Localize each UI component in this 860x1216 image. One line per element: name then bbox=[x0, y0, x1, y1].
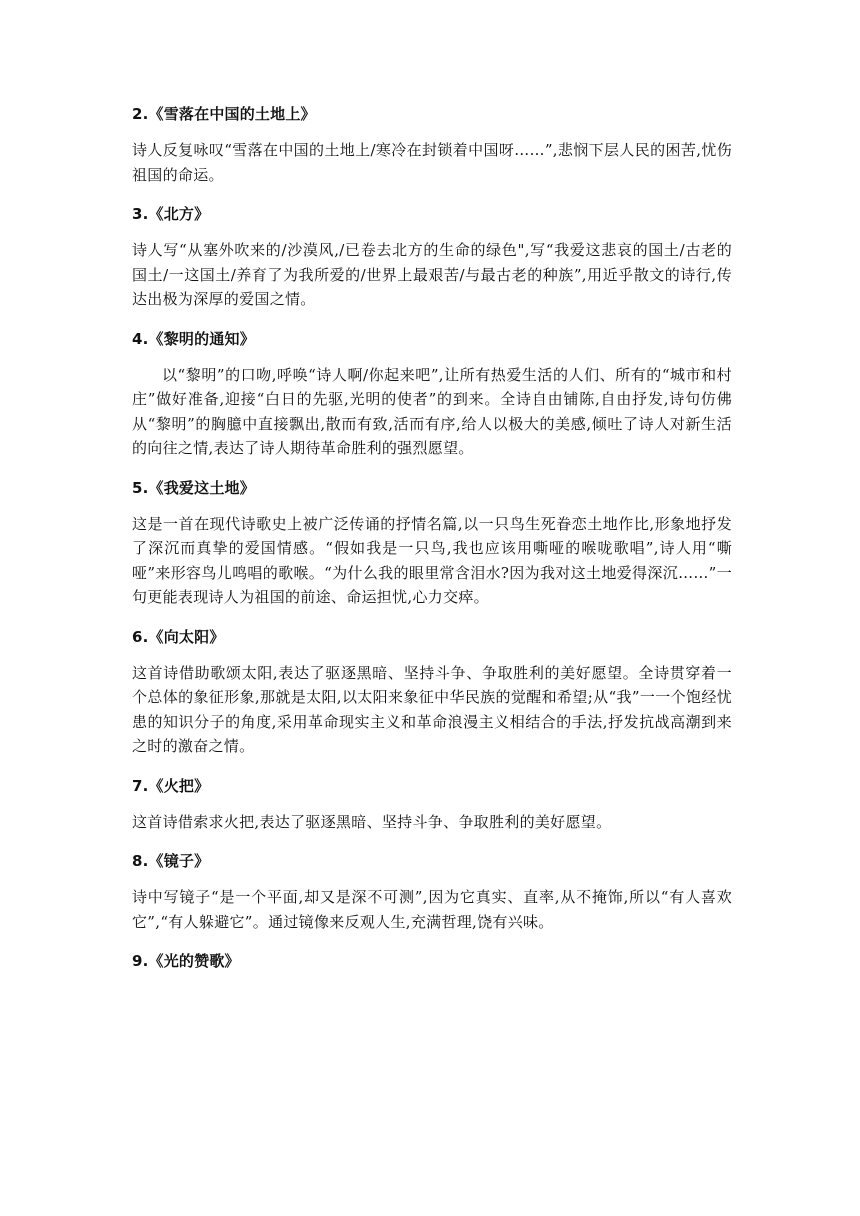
section-9 bbox=[132, 947, 732, 975]
section-heading: 2.《雪落在中国的土地上》 bbox=[132, 105, 316, 123]
section-4 bbox=[132, 325, 732, 461]
section-heading: 5.《我爱这土地》 bbox=[132, 478, 255, 497]
section-body: 这首诗借助歌颂太阳,表达了驱逐黑暗、坚持斗争、争取胜利的美好愿望。全诗贯穿着一个总体的象征形象,那就是太阳,以太阳来象征中华民族的觉醒和希望;从“我”一一个饱经忧患的知识分子的角度,采用革命现实主义和革命浪漫主义相结合的手法,抒发抗战高潮到来之时的激奋之情。 bbox=[132, 663, 732, 755]
section-body: 诗人写“从塞外吹来的/沙漠风,/已卷去北方的生命的绿色",写“我爱这悲哀的国土/古老的国土/一这国土/养育了为我所爱的/世界上最艰苦/与最古老的种族”,用近乎散文的诗行,传达出极为深厚的爱国之情。 bbox=[132, 241, 732, 308]
section-heading: 7.《火把》 bbox=[132, 776, 210, 795]
section-body: 诗人反复咏叹“雪落在中国的土地上/寒冷在封锁着中国呀……”,悲悯下层人民的困苦,忧伤祖国的命运。 bbox=[132, 141, 732, 184]
section-body: 以“黎明”的口吻,呼唤“诗人啊/你起来吧”,让所有热爱生活的人们、所有的“城市和村庄”做好准备,迎接“白日的先驱,光明的使者”的到来。全诗自由铺陈,自由抒发,诗句仿佛从“黎明”的胸臆中直接飘出,散而有致,活而有序,给人以极大的美感,倾吐了诗人对新生活的向往之情,表达了诗人期待革命胜利的强烈愿望。 bbox=[132, 365, 732, 457]
section-heading: 3.《北方》 bbox=[132, 205, 210, 223]
section-2 bbox=[132, 100, 732, 187]
section-heading: 8.《镜子》 bbox=[132, 852, 210, 870]
section-heading: 4.《黎明的通知》 bbox=[132, 329, 255, 348]
section-body: 这首诗借索求火把,表达了驱逐黑暗、坚持斗争、争取胜利的美好愿望。 bbox=[132, 812, 612, 831]
section-7 bbox=[132, 772, 732, 835]
section-5 bbox=[132, 474, 732, 610]
section-8 bbox=[132, 847, 732, 934]
section-heading: 9.《光的赞歌》 bbox=[132, 952, 240, 970]
section-6 bbox=[132, 623, 732, 759]
section-body: 诗中写镜子“是一个平面,却又是深不可测”,因为它真实、直率,从不掩饰,所以“有人喜欢它”,“有人躲避它”。通过镜像来反观人生,充满哲理,饶有兴味。 bbox=[132, 888, 732, 931]
section-body: 这是一首在现代诗歌史上被广泛传诵的抒情名篇,以一只鸟生死眷恋土地作比,形象地抒发了深沉而真挚的爱国情感。“假如我是一只鸟,我也应该用嘶哑的喉咙歌唱”,诗人用“嘶哑”来形容鸟儿鸣唱的歌喉。“为什么我的眼里常含泪水?因为我对这土地爱得深沉……”一句更能表现诗人为祖国的前途、命运担忧,心力交瘁。 bbox=[132, 514, 732, 606]
section-heading: 6.《向太阳》 bbox=[132, 627, 225, 646]
document-page bbox=[132, 100, 732, 985]
section-3 bbox=[132, 200, 732, 312]
